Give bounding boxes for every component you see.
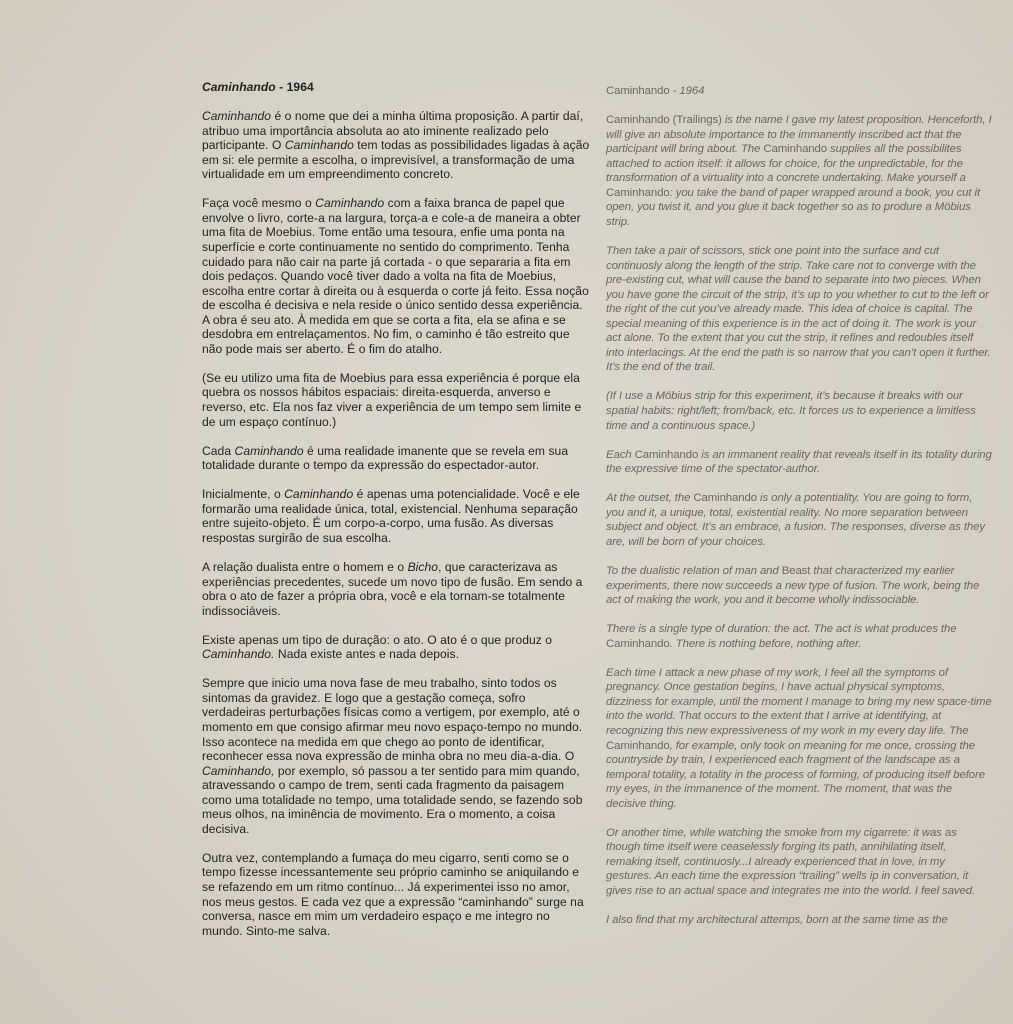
english-text-run: is the name I gave my latest proposition. Henceforth, I will give an absolute importance to the immanently inscribed act that the participant will bring about. The (606, 114, 992, 156)
portuguese-text-run: A relação dualista entre o homem e o (202, 560, 408, 574)
portuguese-text-run: (Se eu utilizo uma fita de Moebius para essa experiência é porque ela quebra os nossos hábitos espaciais: direita-esquerda, anverso e reverso, etc. Ela nos faz viver a experiência de um tempo sem limite e de um espaço contínuo.) (202, 370, 582, 429)
portuguese-paragraph (202, 560, 590, 618)
portuguese-text-run: com a faixa branca de papel que envolve o livro, corte-a na largura, torça-a e cole-a de maneira a obter uma fita de Moebius. Tome então uma tesoura, enfie uma ponta na superfície e corte continuamente no sentido do comprimento. Tenha cuidado para não cair na parte já cortada - o que separaria a fita em dois pedaços. Quando você tiver dado a volta na fita de Moebius, escolha entre cortar à direita ou à esquerda o corte já feito. Essa noção de escolha é decisiva e nela reside o único sentido dessa experiência. A obra é seu ato. À medida em que se corta a fita, ela se afina e se desdobra em entrelaçamentos. No fim, o caminho é tão estreito que não pode mais ser aberto. É o fim do atalho. (202, 196, 589, 356)
portuguese-text-run: Nada existe antes e nada depois. (274, 647, 460, 662)
portuguese-text-run: Sempre que inicio uma nova fase de meu trabalho, sinto todos os sintomas da gravidez. E logo que a gestação começa, sofro verdadeiras perturbações físicas como a vertigem, por exemplo, até o momento em que consigo afirmar meu novo espaço-tempo no mundo. Isso acontece na medida em que chego ao ponto de identificar, reconhecer essa nova expressão de minha obra no meu dia-a-dia. O (202, 676, 583, 764)
portuguese-text-run: Bicho (407, 560, 439, 574)
english-paragraph (606, 622, 992, 651)
english-title (606, 84, 992, 99)
english-text-run: Caminhando (606, 186, 670, 199)
english-text-run: Or another time, while watching the smoke from my cigarrete: it was as though time itself were ceaselessly forging its path, annihilating itself, remaking itself, continuosly...I already experienced that in love, in my gestures. An each time the expression “trailing” wells ip in conversation, it gives rise to an actual space and integrates me into the world. I feel saved. (606, 826, 976, 898)
english-text-run: Each time I attack a new phase of my work, I feel all the symptoms of pregnancy. Once gestation begins, I have actual physical symptoms, dizziness for example, until the moment I manage to bring my new space-time into the world. That occurs to the extent that I arrive at identifying, at recognizing this new expressiveness of my work in my every day life. The (606, 666, 992, 738)
english-paragraph (606, 826, 992, 899)
english-text-run: Caminhando (634, 448, 699, 461)
english-text-run: Caminhando (763, 143, 828, 156)
english-paragraph (606, 913, 992, 928)
english-text-run: Then take a pair of scissors, stick one point into the surface and cut continuosly along the length of the strip. Take care not to converge with the pre-existing cut, what will cause the band to separate into two pieces. When you have gone the circuit of the strip, it’s up to you whether to cut to the left or the right of the cut you’ve already made. This idea of choice is capital. The special meaning of this experience is in the act of doing it. The work is your act alone. To the extent that you cut the strip, it refines and redoubles itself into interlacings. At the end the path is so narrow that you can’t open it further. It’s the end of the trail. (606, 244, 991, 374)
english-text-run: that characterized my earlier experiments, there now succeeds a new type of fusion. The work, being the act of making the work, you and it become wholly indissociable. (606, 565, 980, 607)
english-paragraph (606, 491, 992, 549)
english-paragraph (606, 113, 992, 229)
english-text-run: : you take the band of paper wrapped around a book, you cut it open, you twist it, and you glue it back together so as to produre a Möbius strip. (606, 186, 981, 228)
portuguese-paragraph (202, 851, 590, 938)
portuguese-text-run: é apenas uma potencialidade. Você e ele formarão uma realidade única, total, existencial. Nenhuma separação entre sujeito-objeto. É um corpo-a-corpo, uma fusão. As diversas respostas surgirão de sua escolha. (202, 487, 580, 545)
english-text-run: At the outset, the (606, 492, 694, 505)
english-text-run: Beast (781, 565, 811, 577)
portuguese-paragraph (202, 196, 590, 356)
portuguese-title-text: Caminhando (202, 80, 276, 94)
english-paragraph (606, 244, 992, 375)
portuguese-text-run: Caminhando. (202, 647, 275, 662)
portuguese-text-run: é uma realidade imanente que se revela em sua totalidade durante o tempo da expressão do espectador-autor. (202, 443, 569, 473)
english-text-run: Each (606, 448, 635, 461)
portuguese-text-run: Caminhando (202, 109, 272, 124)
portuguese-paragraph (202, 109, 590, 182)
portuguese-title-year: - 1964 (275, 80, 314, 94)
english-text-run: , for example, only took on meaning for me once, crossing the countryside by train, I experienced each fragment of the landscape as a temporal totality, a totality in the process of forming, of producing itself before my eyes, in the immanence of the moment. The moment, that was the decisive thing. (606, 739, 985, 810)
english-column (606, 80, 992, 942)
english-body (606, 113, 992, 928)
portuguese-text-run: Cada (202, 443, 235, 458)
portuguese-body (202, 109, 590, 938)
english-title-year: - 1964 (669, 85, 705, 97)
english-text-run: Caminhando (Trailings) (606, 114, 722, 127)
portuguese-text-run: é o nome que dei a minha última proposição. A partir daí, atribuo uma importância absoluta ao ato iminente realizado pelo participante. O (202, 109, 584, 153)
english-text-run: . There is nothing before, nothing after. (669, 637, 862, 650)
english-paragraph (606, 564, 992, 608)
portuguese-paragraph (202, 487, 590, 545)
portuguese-text-run: tem todas as possibilidades ligadas à ação em si: ele permite a escolha, o imprevisível, a transformação de uma virtualidade em um empreendimento concreto. (202, 138, 590, 182)
english-text-run: supplies all the possibilites attached to action itself: it allows for choice, for the unpredictable, for the transformation of a virtuality into a concrete undertaking. Make yourself a (606, 143, 966, 185)
portuguese-text-run: , que caracterizava as experiências precedentes, sucede um novo tipo de fusão. Em sendo a obra o ato de fazer a própria obra, você e ela tornam-se totalmente indissociáveis. (202, 560, 583, 618)
english-text-run: There is a single type of duration: the act. The act is what produces the (606, 623, 957, 636)
portuguese-text-run: Existe apenas um tipo de duração: o ato. O ato é o que produz o (202, 632, 553, 647)
portuguese-paragraph (202, 371, 590, 429)
english-paragraph (606, 666, 992, 811)
portuguese-paragraph (202, 444, 590, 473)
portuguese-title (202, 80, 590, 95)
english-title-text: Caminhando (606, 85, 670, 97)
portuguese-text-run: Outra vez, contemplando a fumaça do meu cigarro, senti como se o tempo fizesse incessantemente seu próprio caminho se aniquilando e se refazendo em um ritmo contínuo... Já experimentei isso no amor, nos meus gestos. E cada vez que a expressão “caminhando” surge na conversa, nasce em mim um verdadeiro espaço e me integro no mundo. Sinto-me salva. (202, 850, 584, 938)
portuguese-text-run: Faça você mesmo o (202, 196, 316, 211)
english-text-run: To the dualistic relation of man and (606, 565, 782, 577)
english-text-run: is only a potentiality. You are going to form, you and it, a unique, total, existential reality. No more separation between subject and object. It’s an embrace, a fusion. The responses, diverse as they are, will be born of your choices. (606, 492, 985, 548)
portuguese-text-run: Caminhando (284, 138, 354, 153)
portuguese-text-run: Inicialmente, o (202, 487, 285, 502)
portuguese-text-run: por exemplo, só passou a ter sentido para mim quando, atravessando o campo de trem, senti cada fragmento da paisagem como uma totalidade no tempo, uma totalidade sendo, se fazendo sob meus olhos, na iminência de movimento. Era o momento, a coisa decisiva. (202, 763, 583, 836)
portuguese-column (202, 80, 590, 953)
english-text-run: I also find that my architectural attemps, born at the same time as the (606, 914, 948, 927)
english-text-run: Caminhando (693, 492, 757, 505)
english-text-run: Caminhando (606, 739, 670, 752)
english-paragraph (606, 448, 992, 477)
portuguese-text-run: Caminhando (284, 487, 354, 502)
english-text-run: (If I use a Möbius strip for this experiment, it’s because it breaks with our spatial habits: right/left; from/back, etc. It forces us to experience a limitless time and a continuous space.) (606, 390, 976, 432)
english-text-run: Caminhando (606, 637, 670, 650)
english-text-run: is an immanent reality that reveals itself in its totality during the expressive time of the spectator-author. (606, 448, 992, 476)
portuguese-paragraph (202, 633, 590, 662)
portuguese-paragraph (202, 676, 590, 836)
portuguese-text-run: Caminhando (234, 443, 304, 458)
portuguese-text-run: Caminhando, (202, 763, 275, 778)
portuguese-text-run: Caminhando (315, 196, 385, 211)
english-paragraph (606, 389, 992, 433)
